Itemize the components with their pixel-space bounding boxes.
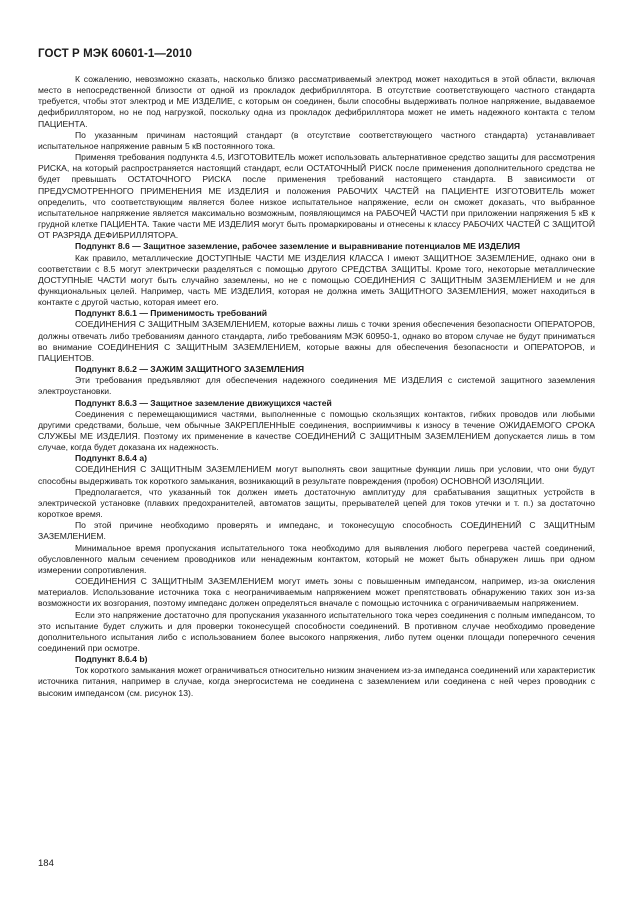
section-heading: Подпункт 8.6.1 — Применимость требований [75,308,268,319]
section-heading: Подпункт 8.6.2 — ЗАЖИМ ЗАЩИТНОГО ЗАЗЕМЛЕНИЯ [75,364,305,375]
paragraph: СОЕДИНЕНИЯ С ЗАЩИТНЫМ ЗАЗЕМЛЕНИЕМ могут выполнять свои защитные функции лишь при условии, что они будут способны выдерживать ток короткого замыкания, возникающий в результате повреждения (пробоя) ОСНОВНОЙ ИЗОЛЯЦИИ. [38,464,595,486]
section-heading: Подпункт 8.6 — Защитное заземление, рабочее заземление и выравнивание потенциалов МЕ ИЗДЕЛИЯ [75,241,521,252]
page-number: 184 [38,858,54,869]
section-heading: Подпункт 8.6.4 а) [75,453,147,464]
paragraph: Минимальное время пропускания испытательного тока необходимо для выявления любого перегрева частей соединений, обусловленного малым сечением проводников или ненадежным контактом, который не может быть обнаружен лишь при одном измерении сопротивления. [38,542,595,575]
paragraph: Применяя требования подпункта 4.5, ИЗГОТОВИТЕЛЬ может использовать альтернативное средство защиты для рассмотрения РИСКА, на который распространяется настоящий стандарт, если ОСТАТОЧНЫЙ РИСК после применения дополнительного средства не будет превышать ОСТАТОЧНОГО РИСКА после применения требований настоящего стандарта. В зависимости от ПРЕДУСМОТРЕННОГО ПРИМЕНЕНИЯ МЕ ИЗДЕЛИЯ и положения РАБОЧИХ ЧАСТЕЙ на ПАЦИЕНТЕ ИЗГОТОВИТЕЛЬ может определить, что соответствующим является более низкое испытательное напряжение, если он сможет доказать, что выбранное испытательное напряжение является максимально возможным, появляющимся на РАБОЧЕЙ ЧАСТИ при приложении напряжения 5 кВ к грудной клетке ПАЦИЕНТА. Такие части МЕ ИЗДЕЛИЯ могут быть промаркированы и отнесены к классу РАБОЧИХ ЧАСТЕЙ С ЗАЩИТОЙ ОТ РАЗРЯДА ДЕФИБРИЛЛЯТОРА. [38,152,595,241]
paragraph: Ток короткого замыкания может ограничиваться относительно низким значением из-за импеданса соединений или характеристик источника питания, например в случае, когда энергосистема не соединена с заземлением или соединена с ней через проводник с высоким импедансом (см. рисунок 13). [38,665,595,698]
paragraph: СОЕДИНЕНИЯ С ЗАЩИТНЫМ ЗАЗЕМЛЕНИЕМ могут иметь зоны с повышенным импедансом, например, из-за окисления материалов. Использование источника тока с неограничиваемым напряжением может препятствовать обнаружению таких зон из-за возможности их возгорания, поэтому импеданс должен определяться вначале с помощью источника с ограничиваемым напряжением. [38,576,595,609]
paragraph: По этой причине необходимо проверять и импеданс, и токонесущую способность СОЕДИНЕНИЙ С ЗАЩИТНЫМ ЗАЗЕМЛЕНИЕМ. [38,520,595,542]
paragraph: Как правило, металлические ДОСТУПНЫЕ ЧАСТИ МЕ ИЗДЕЛИЯ КЛАССА I имеют ЗАЩИТНОЕ ЗАЗЕМЛЕНИЕ, однако они в соответствии с 8.5 могут электрически разделяться с помощью другого СРЕДСТВА ЗАЩИТЫ. Кроме того, некоторые металлические ДОСТУПНЫЕ ЧАСТИ могут быть случайно заземлены, но не с помощью СОЕДИНЕНИЯ С ЗАЩИТНЫМ ЗАЗЕМЛЕНИЕМ и не для функциональных целей. Например, часть МЕ ИЗДЕЛИЯ, которая не должна иметь ЗАЩИТНОГО ЗАЗЕМЛЕНИЯ, может находиться в контакте с другой частью, которая имеет его. [38,252,595,308]
paragraph: По указанным причинам настоящий стандарт (в отсутствие соответствующего частного стандарта) устанавливает испытательное напряжение равным 5 кВ постоянного тока. [38,129,595,151]
paragraph: СОЕДИНЕНИЯ С ЗАЩИТНЫМ ЗАЗЕМЛЕНИЕМ, которые важны лишь с точки зрения обеспечения безопасности ОПЕРАТОРОВ, должны отвечать либо требованиям данного стандарта, либо требованиям МЭК 60950-1, однако во втором случае не будут приниматься во внимание СОЕДИНЕНИЯ С ЗАЩИТНЫМ ЗАЗЕМЛЕНИЕМ, которые важны для обеспечения безопасности и ОПЕРАТОРОВ, и ПАЦИЕНТОВ. [38,319,595,363]
paragraph: Предполагается, что указанный ток должен иметь достаточную амплитуду для срабатывания защитных устройств в электрической установке (плавких предохранителей, автоматов защиты, прерывателей цепей для токов утечки и т. п.) за достаточно короткое время. [38,486,595,520]
standard-header: ГОСТ Р МЭК 60601-1—2010 [38,48,192,60]
section-heading: Подпункт 8.6.3 — Защитное заземление движущихся частей [75,397,332,408]
paragraph: К сожалению, невозможно сказать, насколько близко рассматриваемый электрод может находиться в этой области, включая место в непосредственной близости от одной из прокладок дефибриллятора. В отсутствие соответствующего частного стандарта требуется, чтобы этот электрод и МЕ ИЗДЕЛИЕ, с которым он соединен, были способны выдерживать полное напряжение, выдаваемое дефибриллятором, но не под нагрузкой, поскольку одна из прокладок дефибриллятора может не иметь надежного контакта с телом ПАЦИЕНТА. [38,74,595,129]
section-heading: Подпункт 8.6.4 b) [75,654,148,665]
paragraph: Соединения с перемещающимися частями, выполненные с помощью скользящих контактов, гибких проводов или любыми другими средствами, больше, чем обычные ЗАКРЕПЛЕННЫЕ соединения, восприимчивы к износу в течение ОЖИДАЕМОГО СРОКА СЛУЖБЫ МЕ ИЗДЕЛИЯ. Поэтому их применение в качестве СОЕДИНЕНИЙ С ЗАЩИТНЫМ ЗАЗЕМЛЕНИЕМ допускается лишь в том случае, когда будет доказана их надежность. [38,408,595,453]
paragraph: Эти требования предъявляют для обеспечения надежного соединения МЕ ИЗДЕЛИЯ с системой защитного заземления электроустановки. [38,375,595,397]
body-text [38,74,595,699]
paragraph: Если это напряжение достаточно для пропускания указанного испытательного тока через соединения с полным импедансом, то это испытание будет служить и для проверки токонесущей способности соединений. В противном случае необходимо проведение дополнительного испытания либо с использованием более высокого напряжения, либо путем оценки площади поперечного сечения соединений при осмотре. [38,609,595,653]
